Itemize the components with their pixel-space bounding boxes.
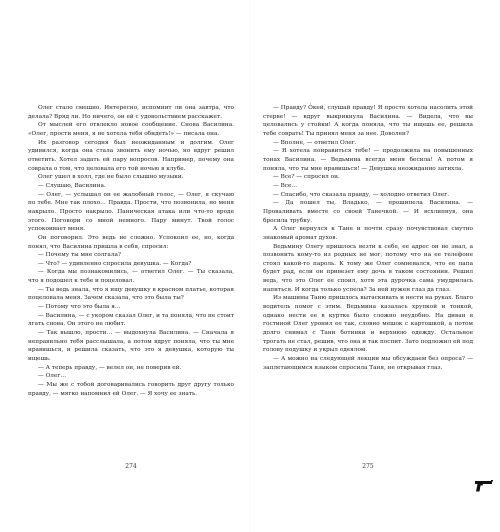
paragraph: — Потому что это была я…	[38, 304, 121, 311]
paragraph: — Олег, — услышал он ее жалобный голос, — Олег, я скучаю по тебе. Мне так плохо… Правда. Прости, что позвонила, но меня накрыло. Просто накрыло. Паническая атака или что-то вроде этого. Поговори со мной немного. Пару минут. Твой голос успокоивает меня.	[28, 191, 234, 233]
paragraph: Ведьмину Олегу пришлось везти к себе, ее адрес он не знал, а позвонить кому-то из родных не мог, потому что на ее телефоне стоял какой-то пароль. К тому же Олег сомневался, что ее папа будет рад, если он привезет ему дочь в таком состоянии. Решил ведь, что это Олег ее споил, хотя эта дурочка сама умудрилась напиться. И когда только успела? За ней нужен глаз да глаз.	[263, 243, 473, 293]
right-page	[263, 0, 473, 532]
paragraph: — Правду? О̓кей, слушай правду! Я просто хотела насолить этой стерве! — вдруг выкрикнула Василина. — Видела, что вы целовались у стойки! А когда поняла, что ты ищешь ее, решила тебе соврать! Ты принял меня за нее. Доволен?	[263, 105, 473, 137]
paragraph: — Когда мы познакомились, — ответил Олег. — Ты сказала, что я подошел к тебе и поцеловал.	[28, 269, 234, 285]
paragraph: — Все? — спросил он.	[273, 174, 340, 181]
left-page-text	[28, 104, 234, 398]
paragraph: А Олег вернулся к Тане и почти сразу почувствовал смутно знакомый аромат духов.	[263, 226, 473, 241]
pistol-icon	[474, 479, 494, 493]
paragraph: — Так вышло, прости… — выдохнула Василина. — Сначала я неправильно тебя расслышала, а потом вдруг поняла, что ты мне нравишься, и решила сказать, что это я девушка, которую ты ищешь.	[28, 330, 234, 363]
paragraph: Их разговор сегодня был неожиданным и долгим. Олег удивился, когда она стала звонить ему ночью, но вдруг решил ответить. Хотел задать ей пару вопросов. Например, почему она соврала о том, что целовала его той ночью в клубе.	[28, 139, 234, 172]
paragraph: Он поговорил. Это ведь не сложно. Успокоил ее, но, когда понял, что Василина пришла в себя, спросил:	[28, 234, 234, 250]
paragraph: — Слушаю, Василина.	[38, 182, 106, 189]
left-page	[28, 0, 234, 532]
paragraph: — Вполне, — ответил Олег.	[273, 139, 357, 146]
paragraph: — Почему ты мне солгала?	[38, 252, 122, 259]
paragraph: — Мы же с тобой договаривались говорить друг другу только правду, — мягко напомнил ей Олег. — Я хочу ее знать.	[28, 382, 234, 397]
paragraph: — Что? — удивленно спросила девушка. — Когда?	[38, 260, 192, 267]
page-gutter	[249, 0, 250, 532]
paragraph: Олег ушел в холл, где не было слышно музыки.	[38, 174, 184, 181]
paragraph: — Василина, — с укором сказал Олег, и та поняла, что не стоит лгать снова. Он этого не любит.	[28, 312, 234, 328]
paragraph: От мыслей его отвлекло новое сообщение. Снова Василина. «Олег, прости меня, я не хотела тебя обидеть!» — писала она.	[28, 122, 234, 137]
paragraph: — Ты ведь знала, что я ищу девушку в красном платье, которая поцеловала меня. Зачем сказала, что это была ты?	[28, 286, 234, 302]
right-page-text	[263, 104, 473, 372]
paragraph: — А теперь правду, — велел он, не поверив ей.	[38, 364, 182, 371]
paragraph: — Да пошел ты, Владько, — прошипела Василина. — Проваливать вместе со своей Танечкой. — И всхлипнув, она бросила трубку.	[263, 200, 473, 224]
page-number: 274	[125, 463, 137, 470]
paragraph: — Все…	[273, 182, 298, 189]
paragraph: — Спасибо, что сказала правду, — холодно ответил Олег.	[273, 191, 450, 198]
paragraph: — Я хотела понравиться тебе! — продолжила на повышенных тонах Василина. — Ведьмина всегда меня бесила! А потом я поняла, что ты мне нравишься! — Девушка неожиданно затихла.	[263, 148, 473, 172]
paragraph: — Олег…	[38, 373, 67, 380]
paragraph: Из машины Таню пришлось вытаскивать и нести на руках. Благо водитель помог с этим. Ведьмина казалась хрупкой и тонкой, однако нести ее в куртке было сложно неудобно. На диван в гостиной Олег уронил ее так, словно мешок с картошкой, а потом долго снимал с Тани ботинки и верхнюю одежду. Остальное трогать не стал, решив, что она и так поспит. Зато подложил ей под голову подушку и укрыл одеялом.	[263, 295, 473, 354]
paragraph: Олег стало смешно. Интересно, испомнит ли она завтра, что делала? Вряд ли. Но ничего, он ей с удовольствием расскажет.	[28, 105, 234, 120]
page-number: 275	[362, 463, 374, 470]
paragraph: — А можно на следующей лекции мы обсуждаем без опроса? — заплетающимся языком спросила Таня, не открывая глаз.	[263, 356, 473, 371]
